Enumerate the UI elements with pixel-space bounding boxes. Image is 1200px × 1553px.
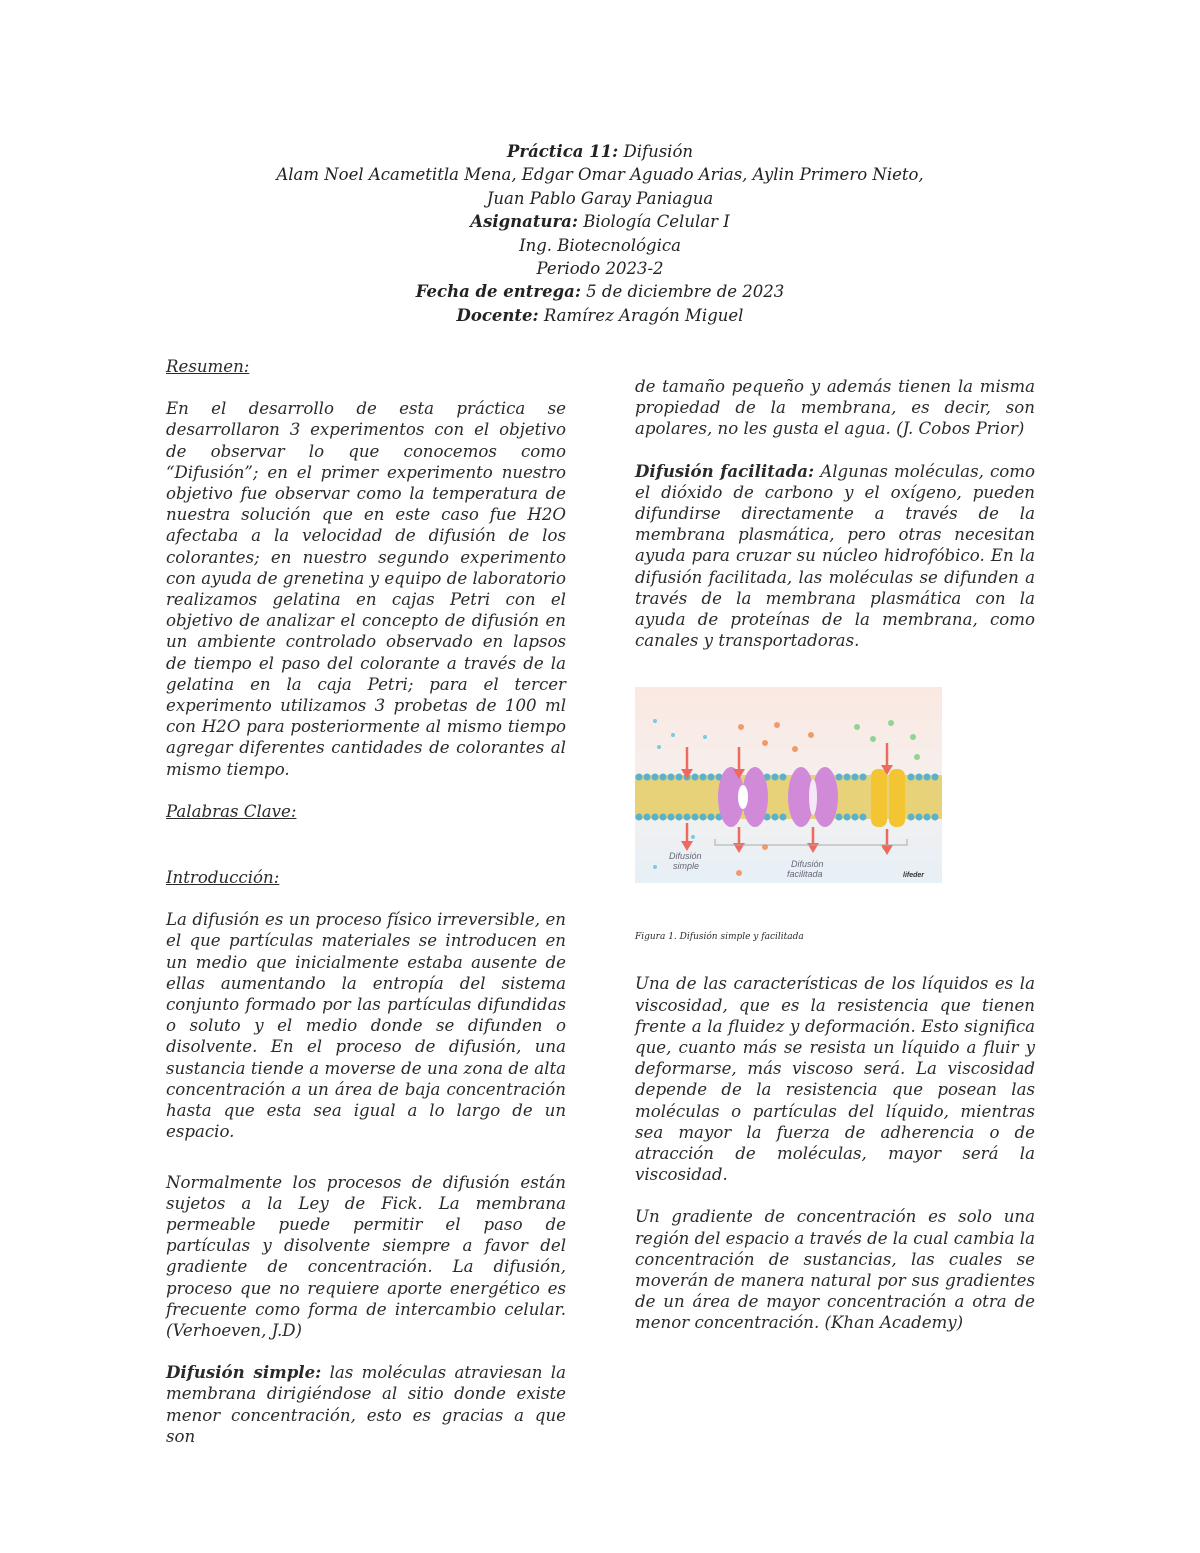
facilitated-diffusion-text: Algunas moléculas, como el dióxido de carbono y el oxígeno, pueden difundirse directamente a través de la membrana plasmática, pero otras necesitan ayuda para cruzar su núcleo hidrofóbico. En la difusión facilitada, las moléculas se difunden a través de la membrana plasmática con la ayuda de proteínas de la membrana, como canales y transportadoras. [635,461,1035,651]
lifeder-watermark: lifeder [903,872,925,880]
teacher-label: Docente: [456,305,539,325]
intro-paragraph-2: Normalmente los procesos de difusión están sujetos a la Ley de Fick. La membrana permeable puede permitir el paso de partículas y disolvente siempre a favor del gradiente de concentración. La difusión, proceso que no requiere aporte energético es frecuente como forma de intercambio celular. (Verhoeven, J.D) [166,1172,566,1340]
channel-pore-2 [809,779,817,815]
authors-line-2: Juan Pablo Garay Paniagua [486,188,714,208]
label-facilitated-2: facilitada [787,869,823,880]
subject-line [0,210,1200,233]
authors-line-1: Alam Noel Acametitla Mena, Edgar Omar Aguado Arias, Aylin Primero Nieto, [276,165,924,185]
title-line [0,140,1200,163]
membrane-diagram [635,687,942,883]
teacher-value: Ramírez Aragón Miguel [538,305,744,325]
intro-paragraph-1: La difusión es un proceso físico irreversible, en el que partículas materiales se introducen en un medio que inicialmente estaba ausente de ellas aumentando la entropía del sistema conjunto formado por las partículas difundidas o soluto y el medio donde se difunden o disolvente. En el proceso de difusión, una sustancia tiende a moverse de una zona de alta concentración a un área de baja concentración hasta que esta sea igual a lo largo de un espacio. [166,910,566,1142]
title-text: Difusión [618,142,694,161]
gradient-paragraph: Un gradiente de concentración es solo una región del espacio a través de la cual cambia la concentración de sustancias, las cuales se moverán de manera natural por sus gradientes de un área de mayor concentración a otra de menor concentración. (Khan Academy) [635,1207,1035,1333]
simple-diffusion-text: las moléculas atraviesan la membrana dirigiéndose al sitio donde existe menor concentración, esto es gracias a que son [166,1363,566,1446]
period-line: Periodo 2023-2 [536,259,664,279]
delivery-label: Fecha de entrega: [415,282,581,302]
facilitated-diffusion-paragraph [635,461,1035,652]
resumen-text: En el desarrollo de esta práctica se desarrollaron 3 experimentos con el objetivo de observar lo que conocemos como “Difusión”; en el primer experimento nuestro objetivo fue observar como la temperatura de nuestra solución que en este caso fue H2O afectaba a la velocidad de difusión de los colorantes; en nuestro segundo experimento con ayuda de grenetina y equipo de laboratorio realizamos gelatina en cajas Petri con el objetivo de analizar el concepto de difusión en un ambiente controlado observado en lapsos de tiempo el paso del colorante a través de la gelatina en la caja Petri; para el tercer experimento utilizamos 3 probetas de 100 ml con H2O para posteriormente al mismo tiempo agregar diferentes cantidades de colorantes al mismo tiempo. [166,399,566,779]
delivery-value: 5 de diciembre de 2023 [580,282,785,302]
resumen-heading: Resumen: [166,357,250,376]
teacher-line [0,304,1200,327]
diffusion-figure [635,687,942,883]
label-simple-1: Difusión [669,851,702,862]
intro-heading: Introducción: [166,868,280,888]
keywords-heading: Palabras Clave: [166,801,297,821]
subject-value: Biología Celular I [577,212,730,232]
viscosity-paragraph: Una de las características de los líquidos es la viscosidad, que es la resistencia que tienen frente a la fluidez y deformación. Esto significa que, cuanto más se resista un líquido a fluir y deformarse, más viscoso será. La viscosidad depende de la resistencia que posean las moléculas o partículas del líquido, mientras sea mayor la fuerza de adherencia o de atracción de moléculas, mayor será la viscosidad. [635,974,1035,1185]
label-facilitated-1: Difusión [791,859,824,870]
left-column [166,356,566,1447]
continued-paragraph: de tamaño pequeño y además tienen la misma propiedad de la membrana, es decir, son apolares, no les gusta el agua. (J. Cobos Prior) [635,377,1035,439]
simple-diffusion-label: Difusión simple: [166,1362,322,1383]
figure-caption: Figura 1. Difusión simple y facilitada [635,932,804,943]
document-header [0,140,1200,327]
career-line: Ing. Biotecnológica [519,235,681,255]
channel-pore-1 [738,785,748,809]
label-simple-2: simple [673,861,700,872]
title-label: Práctica 11: [506,142,619,161]
right-column [635,376,1035,1355]
subject-label: Asignatura: [470,212,578,232]
delivery-line [0,280,1200,303]
simple-diffusion-paragraph [166,1362,566,1447]
facilitated-diffusion-label: Difusión facilitada: [635,460,815,481]
